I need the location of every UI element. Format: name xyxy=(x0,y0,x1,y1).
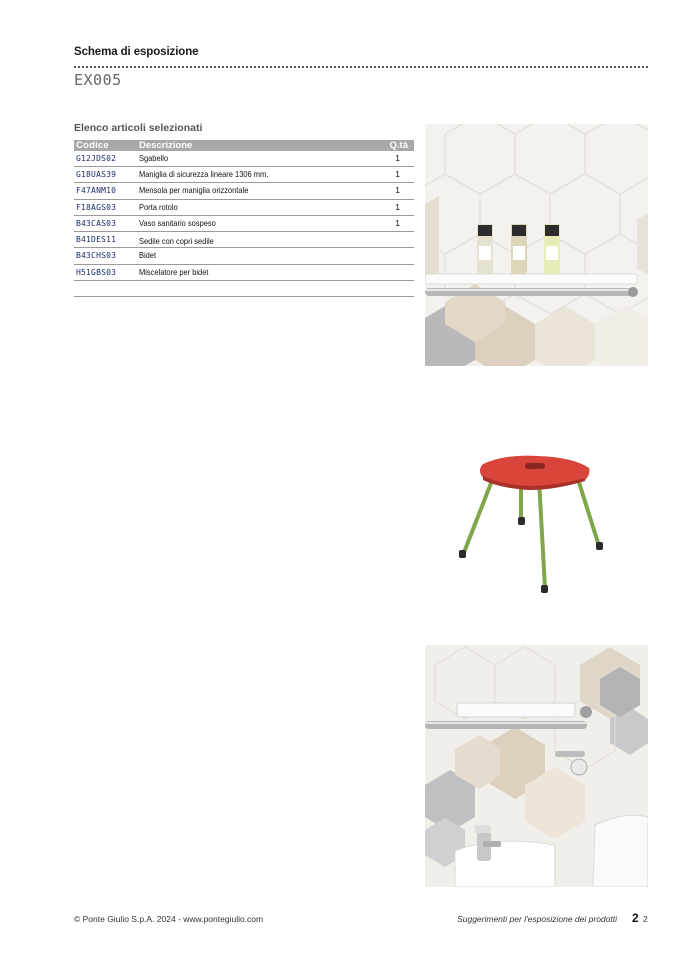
footer-caption: Suggerimenti per l'esposizione dei prodotti xyxy=(457,914,617,924)
product-photo-shelf xyxy=(425,124,648,366)
item-description: Sedile con copri sedile xyxy=(139,235,214,246)
item-code: F47ANM10 xyxy=(76,186,117,196)
item-description: Vaso sanitario sospeso xyxy=(139,217,216,228)
item-qty: 1 xyxy=(395,153,400,163)
items-table xyxy=(74,140,414,297)
column-header-qty: Q.tà xyxy=(389,140,408,151)
item-description: Mensola per maniglia orizzontale xyxy=(139,185,249,196)
table-row xyxy=(74,167,414,183)
item-code: G18UAS39 xyxy=(76,170,117,180)
page-number: 2 xyxy=(632,911,639,925)
table-row xyxy=(74,265,414,281)
footer-copyright: © Ponte Giulio S.p.A. 2024 - www.pontegiulio.com xyxy=(74,914,264,924)
page-title: Schema di esposizione xyxy=(74,46,199,58)
item-code: B43CAS03 xyxy=(76,218,117,228)
item-qty: 1 xyxy=(395,169,400,180)
table-header xyxy=(74,140,414,151)
column-header-code: Codice xyxy=(76,140,109,151)
item-code: F18AGS03 xyxy=(76,202,117,212)
page-number-small: 2 xyxy=(643,914,648,924)
item-code: G12JDS02 xyxy=(76,154,117,163)
table-end-rule xyxy=(74,281,414,297)
item-description: Maniglia di sicurezza lineare 1306 mm. xyxy=(139,169,269,180)
table-row xyxy=(74,151,414,167)
item-code: B41DES11 xyxy=(76,234,117,244)
item-code: H51GBS03 xyxy=(76,267,117,277)
bathroom-illustration xyxy=(425,645,648,887)
product-photo-stool xyxy=(425,420,648,620)
table-row xyxy=(74,183,414,199)
stool-illustration xyxy=(425,420,648,620)
item-description: Porta rotolo xyxy=(139,201,178,212)
table-row xyxy=(74,216,414,232)
item-code: B43CHS03 xyxy=(76,251,117,261)
dotted-divider xyxy=(74,66,648,68)
shelf-photo-illustration xyxy=(425,124,648,366)
item-description: Bidet xyxy=(139,250,157,261)
table-row xyxy=(74,232,414,249)
table-row xyxy=(74,200,414,216)
item-description: Sgabello xyxy=(139,153,169,163)
product-photo-bathroom xyxy=(425,645,648,887)
item-description: Miscelatore per bidet xyxy=(139,266,209,277)
exhibit-code: EX005 xyxy=(74,71,122,89)
item-qty: 1 xyxy=(395,201,400,212)
column-header-description: Descrizione xyxy=(139,140,193,151)
item-qty: 1 xyxy=(395,185,400,196)
table-row xyxy=(74,248,414,264)
item-qty: 1 xyxy=(395,217,400,228)
list-title: Elenco articoli selezionati xyxy=(74,122,203,134)
